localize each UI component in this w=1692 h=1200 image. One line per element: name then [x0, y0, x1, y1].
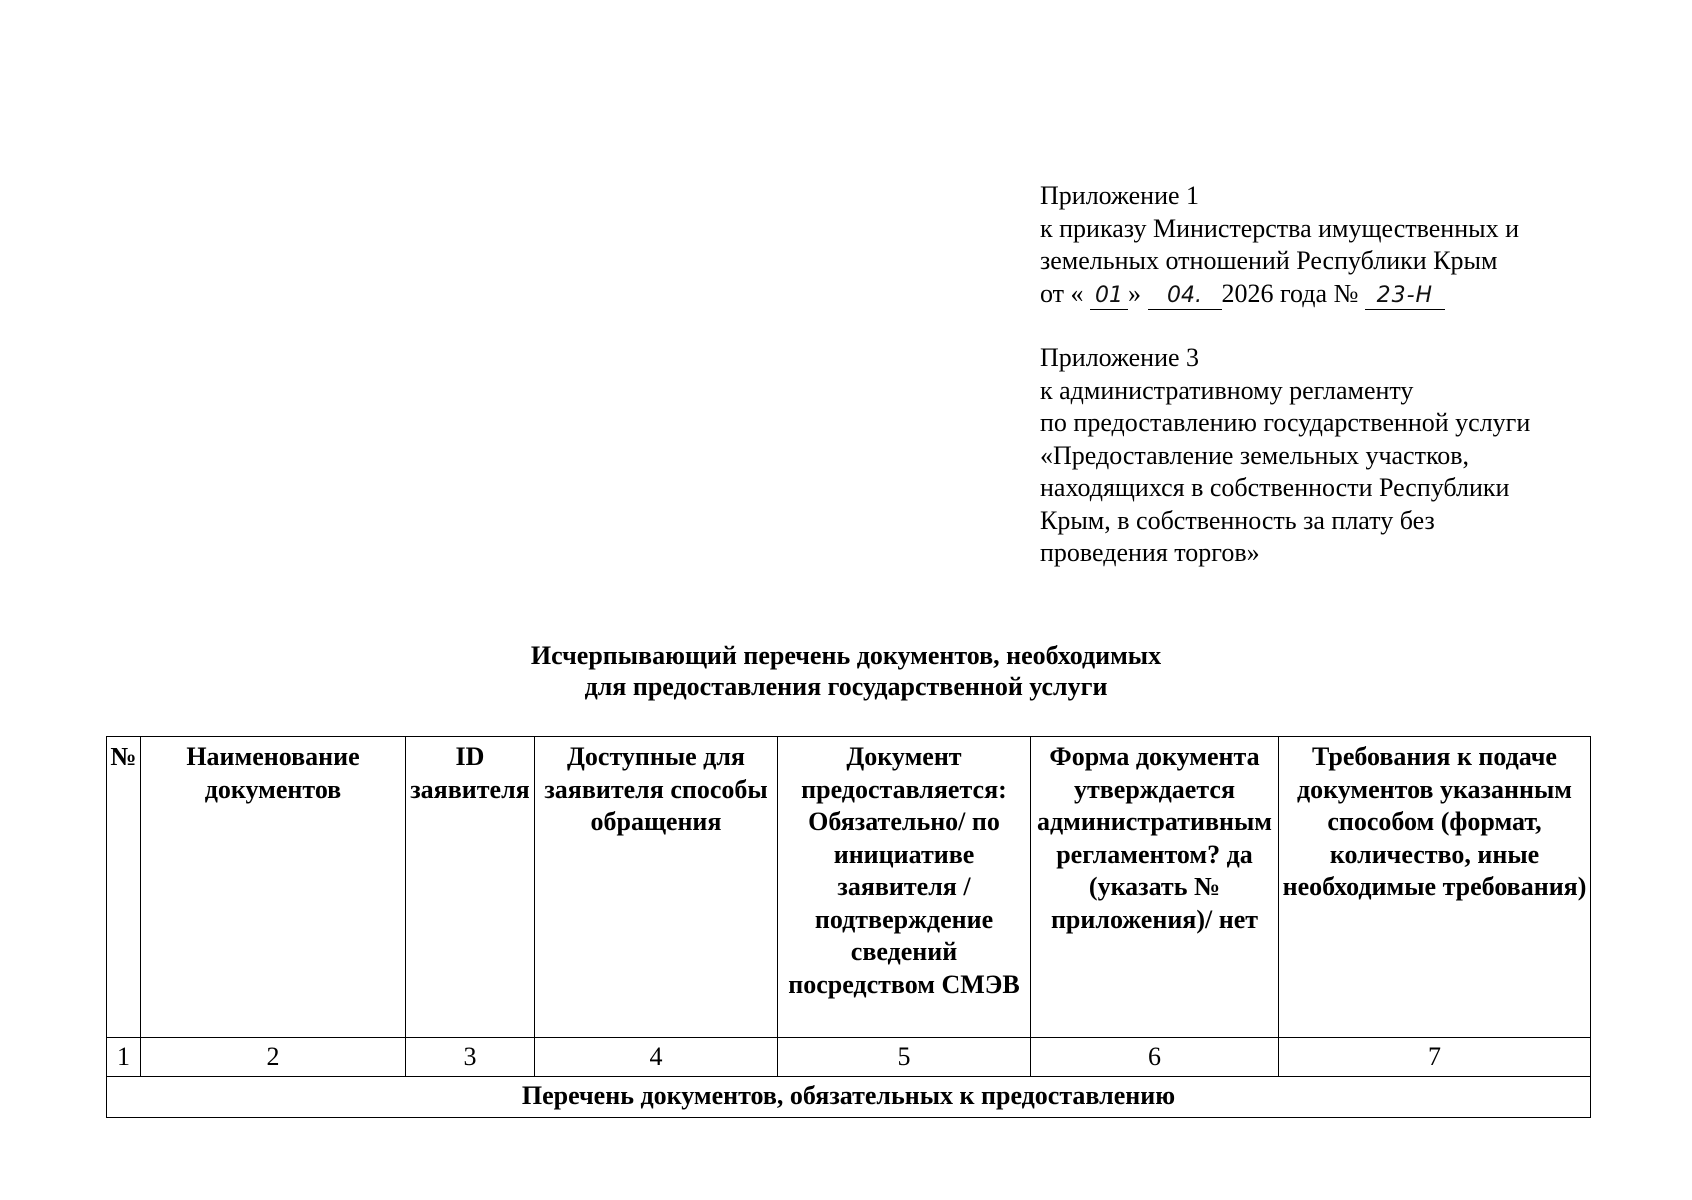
date-year: 2026 года № — [1221, 278, 1359, 308]
title-line1: Исчерпывающий перечень документов, необходимых — [530, 641, 1162, 670]
appendix3 — [1040, 342, 1660, 570]
header-form-approved: Форма документа утверждается административным регламентом? да (указать № приложения)/ нет — [1031, 737, 1279, 1038]
appendix3-line: по предоставлению государственной услуги — [1040, 408, 1531, 437]
appendix3-line: находящихся в собственности Республики — [1040, 473, 1510, 502]
column-number: 2 — [141, 1038, 406, 1077]
handwritten-day: 01 — [1090, 283, 1128, 310]
date-prefix: от « — [1040, 278, 1084, 308]
appendix-block — [1040, 180, 1660, 570]
document-title — [0, 640, 1692, 702]
handwritten-order-number: 23-Н — [1365, 283, 1445, 310]
appendix1-line2: к приказу Министерства имущественных и — [1040, 213, 1519, 243]
header-document-name: Наименование документов — [141, 737, 406, 1038]
appendix3-line: Приложение 3 — [1040, 343, 1200, 372]
handwritten-month: 04. — [1148, 283, 1222, 310]
appendix3-line: Крым, в собственность за плату без — [1040, 505, 1435, 535]
column-number-row — [107, 1038, 1591, 1077]
header-submission-mode: Документ предоставляется: Обязательно/ по инициативе заявителя /подтверждение сведений посредством СМЭВ — [778, 737, 1031, 1038]
column-number: 5 — [778, 1038, 1031, 1077]
appendix1 — [1040, 180, 1660, 310]
column-number: 1 — [107, 1038, 141, 1077]
column-number: 7 — [1279, 1038, 1591, 1077]
section-row — [107, 1077, 1591, 1118]
appendix3-line: к административному регламенту — [1040, 375, 1414, 405]
title-line2: для предоставления государственной услуги — [584, 672, 1108, 701]
header-requirements: Требования к подаче документов указанным способом (формат, количество, иные необходимые требования) — [1279, 737, 1591, 1038]
column-number: 3 — [406, 1038, 535, 1077]
date-mid: » — [1128, 278, 1142, 308]
appendix3-line: «Предоставление земельных участков, — [1040, 440, 1470, 470]
header-applicant-id: ID заявителя — [406, 737, 535, 1038]
appendix3-line: проведения торгов» — [1040, 538, 1260, 567]
appendix1-title: Приложение 1 — [1040, 181, 1200, 210]
appendix1-line3: земельных отношений Республики Крым — [1040, 246, 1498, 275]
header-number: № — [107, 737, 141, 1038]
column-number: 6 — [1031, 1038, 1279, 1077]
header-request-methods: Доступные для заявителя способы обращения — [535, 737, 778, 1038]
table-header-row — [107, 737, 1591, 1038]
column-number: 4 — [535, 1038, 778, 1077]
documents-table — [106, 736, 1591, 1118]
section-heading: Перечень документов, обязательных к предоставлению — [107, 1077, 1591, 1118]
